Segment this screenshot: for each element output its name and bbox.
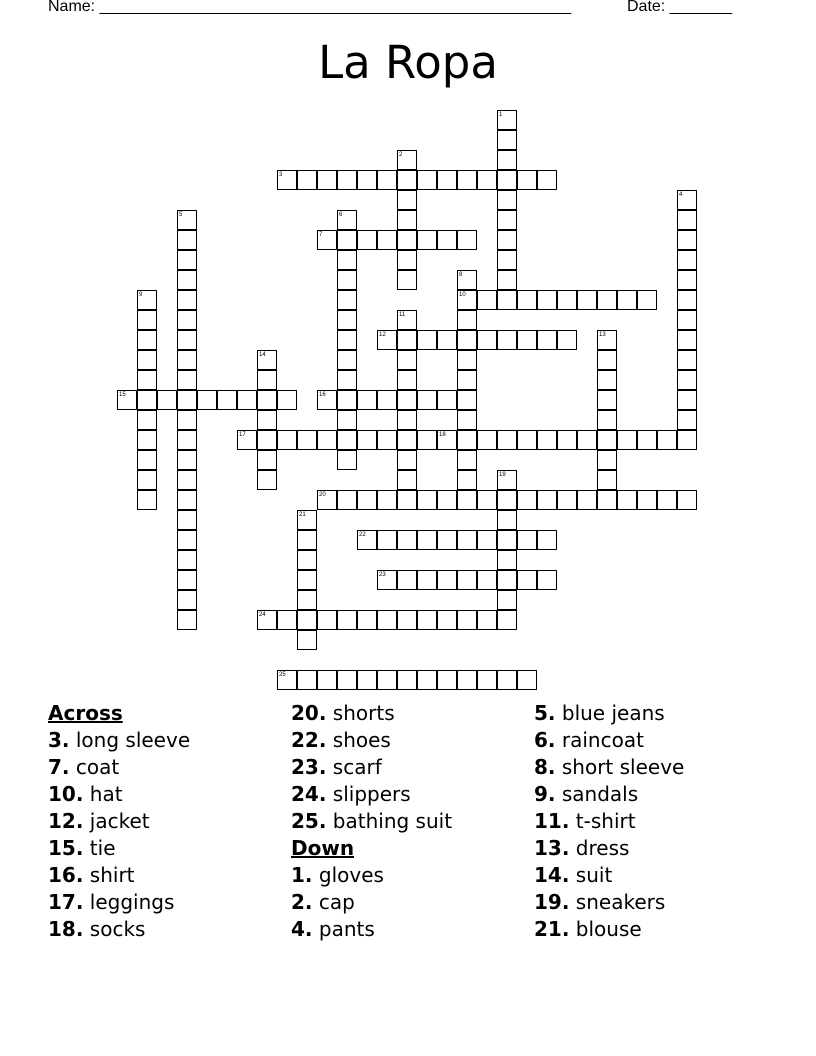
clue-across-22: 22. shoes <box>291 728 391 752</box>
grid-cell[interactable] <box>617 490 637 510</box>
grid-cell[interactable] <box>177 410 197 430</box>
grid-cell[interactable] <box>277 610 297 630</box>
grid-cell[interactable] <box>397 570 417 590</box>
grid-cell[interactable] <box>417 490 437 510</box>
grid-cell[interactable] <box>177 250 197 270</box>
grid-cell[interactable] <box>617 430 637 450</box>
grid-cell[interactable] <box>597 470 617 490</box>
cell-number: 11 <box>399 312 406 318</box>
grid-cell[interactable] <box>137 410 157 430</box>
clue-down-19: 19. sneakers <box>534 890 666 914</box>
grid-cell[interactable] <box>317 610 337 630</box>
grid-cell[interactable] <box>297 550 317 570</box>
cell-number: 14 <box>259 352 266 358</box>
cell-number: 23 <box>379 572 386 578</box>
clue-down-6: 6. raincoat <box>534 728 644 752</box>
cell-number: 13 <box>599 332 606 338</box>
grid-cell[interactable] <box>537 530 557 550</box>
grid-cell[interactable] <box>297 670 317 690</box>
grid-cell[interactable] <box>497 150 517 170</box>
page-header <box>0 0 816 20</box>
grid-cell[interactable] <box>177 530 197 550</box>
grid-cell[interactable] <box>457 310 477 330</box>
grid-cell[interactable] <box>397 530 417 550</box>
grid-cell[interactable] <box>617 290 637 310</box>
grid-cell[interactable] <box>177 330 197 350</box>
clue-across-15: 15. tie <box>48 836 116 860</box>
grid-cell[interactable] <box>297 170 317 190</box>
grid-cell[interactable] <box>297 430 317 450</box>
grid-cell[interactable] <box>677 330 697 350</box>
grid-cell[interactable] <box>177 610 197 630</box>
grid-cell[interactable] <box>337 170 357 190</box>
grid-cell[interactable] <box>277 430 297 450</box>
grid-cell[interactable] <box>177 510 197 530</box>
cell-number: 22 <box>359 532 366 538</box>
grid-cell[interactable] <box>457 390 477 410</box>
grid-cell[interactable] <box>137 370 157 390</box>
grid-cell[interactable] <box>497 190 517 210</box>
grid-cell[interactable] <box>537 290 557 310</box>
grid-cell[interactable] <box>677 430 697 450</box>
grid-cell[interactable] <box>637 290 657 310</box>
grid-cell[interactable] <box>537 490 557 510</box>
grid-cell[interactable] <box>397 270 417 290</box>
grid-cell[interactable] <box>457 170 477 190</box>
grid-cell[interactable] <box>457 350 477 370</box>
grid-cell[interactable] <box>437 170 457 190</box>
clue-across-20: 20. shorts <box>291 701 395 725</box>
grid-cell[interactable] <box>437 530 457 550</box>
grid-cell[interactable] <box>657 490 677 510</box>
grid-cell[interactable] <box>357 610 377 630</box>
cell-number: 7 <box>319 232 323 238</box>
clue-down-4: 4. pants <box>291 917 375 941</box>
grid-cell[interactable] <box>537 330 557 350</box>
grid-cell[interactable] <box>397 470 417 490</box>
grid-cell[interactable] <box>337 670 357 690</box>
clue-across-17: 17. leggings <box>48 890 175 914</box>
clue-column-2 <box>291 700 452 943</box>
grid-cell[interactable] <box>177 450 197 470</box>
cell-number: 16 <box>319 392 326 398</box>
grid-cell[interactable] <box>337 290 357 310</box>
grid-cell[interactable] <box>397 430 417 450</box>
grid-cell[interactable] <box>677 290 697 310</box>
grid-cell[interactable] <box>637 430 657 450</box>
grid-cell[interactable] <box>677 270 697 290</box>
cell-number: 15 <box>119 392 126 398</box>
clue-across-24: 24. slippers <box>291 782 411 806</box>
grid-cell[interactable] <box>677 490 697 510</box>
grid-cell[interactable] <box>177 270 197 290</box>
grid-cell[interactable] <box>557 430 577 450</box>
grid-cell[interactable] <box>337 350 357 370</box>
grid-cell[interactable] <box>417 670 437 690</box>
grid-cell[interactable] <box>457 530 477 550</box>
cell-number: 2 <box>399 152 403 158</box>
grid-cell[interactable] <box>677 370 697 390</box>
name-field[interactable]: Name: _____________________________________________________ <box>48 0 572 15</box>
grid-cell[interactable] <box>337 430 357 450</box>
grid-cell[interactable] <box>597 450 617 470</box>
grid-cell[interactable] <box>437 610 457 630</box>
clue-down-2: 2. cap <box>291 890 355 914</box>
grid-cell[interactable] <box>417 610 437 630</box>
grid-cell[interactable] <box>477 530 497 550</box>
grid-cell[interactable] <box>477 570 497 590</box>
clue-down-13: 13. dress <box>534 836 630 860</box>
cell-number: 12 <box>379 332 386 338</box>
grid-cell[interactable] <box>497 610 517 630</box>
grid-cell[interactable] <box>397 450 417 470</box>
grid-cell[interactable] <box>337 330 357 350</box>
grid-cell[interactable] <box>497 130 517 150</box>
grid-cell[interactable] <box>437 230 457 250</box>
grid-cell[interactable] <box>317 670 337 690</box>
grid-cell[interactable] <box>457 570 477 590</box>
clue-across-16: 16. shirt <box>48 863 135 887</box>
grid-cell[interactable] <box>477 610 497 630</box>
grid-cell[interactable] <box>357 170 377 190</box>
grid-cell[interactable] <box>597 430 617 450</box>
grid-cell[interactable] <box>597 390 617 410</box>
grid-cell[interactable] <box>677 250 697 270</box>
grid-cell[interactable] <box>397 610 417 630</box>
grid-cell[interactable] <box>137 470 157 490</box>
grid-cell[interactable] <box>297 530 317 550</box>
grid-cell[interactable] <box>357 390 377 410</box>
grid-cell[interactable] <box>497 290 517 310</box>
clue-column-3 <box>534 700 684 943</box>
grid-cell[interactable] <box>537 430 557 450</box>
grid-cell[interactable] <box>677 390 697 410</box>
grid-cell[interactable] <box>317 430 337 450</box>
grid-cell[interactable] <box>457 670 477 690</box>
grid-cell[interactable] <box>337 490 357 510</box>
clue-down-8: 8. short sleeve <box>534 755 685 779</box>
grid-cell[interactable] <box>257 470 277 490</box>
cell-number: 4 <box>679 192 683 198</box>
grid-cell[interactable] <box>377 490 397 510</box>
grid-cell[interactable] <box>377 670 397 690</box>
grid-cell[interactable] <box>397 370 417 390</box>
grid-cell[interactable] <box>597 410 617 430</box>
grid-cell[interactable] <box>497 330 517 350</box>
grid-cell[interactable] <box>677 410 697 430</box>
grid-cell[interactable] <box>297 590 317 610</box>
grid-cell[interactable] <box>497 270 517 290</box>
grid-cell[interactable] <box>457 430 477 450</box>
grid-cell[interactable] <box>357 490 377 510</box>
grid-cell[interactable] <box>577 430 597 450</box>
cell-number: 18 <box>439 432 446 438</box>
clue-across-25: 25. bathing suit <box>291 809 453 833</box>
grid-cell[interactable] <box>677 310 697 330</box>
grid-cell[interactable] <box>417 170 437 190</box>
grid-cell[interactable] <box>477 290 497 310</box>
clue-across-10: 10. hat <box>48 782 123 806</box>
grid-cell[interactable] <box>177 370 197 390</box>
grid-cell[interactable] <box>557 330 577 350</box>
grid-cell[interactable] <box>397 390 417 410</box>
clue-down-21: 21. blouse <box>534 917 642 941</box>
grid-cell[interactable] <box>317 170 337 190</box>
grid-cell[interactable] <box>337 390 357 410</box>
grid-cell[interactable] <box>397 670 417 690</box>
grid-cell[interactable] <box>497 490 517 510</box>
grid-cell[interactable] <box>237 390 257 410</box>
grid-cell[interactable] <box>397 330 417 350</box>
grid-cell[interactable] <box>417 330 437 350</box>
grid-cell[interactable] <box>257 430 277 450</box>
grid-cell[interactable] <box>437 670 457 690</box>
grid-cell[interactable] <box>137 430 157 450</box>
grid-cell[interactable] <box>377 610 397 630</box>
grid-cell[interactable] <box>517 570 537 590</box>
grid-cell[interactable] <box>177 470 197 490</box>
grid-cell[interactable] <box>497 430 517 450</box>
grid-cell[interactable] <box>517 670 537 690</box>
cell-number: 25 <box>279 672 286 678</box>
grid-cell[interactable] <box>497 670 517 690</box>
grid-cell[interactable] <box>517 430 537 450</box>
cell-number: 10 <box>459 292 466 298</box>
grid-cell[interactable] <box>497 250 517 270</box>
grid-cell[interactable] <box>257 370 277 390</box>
grid-cell[interactable] <box>337 270 357 290</box>
grid-cell[interactable] <box>177 570 197 590</box>
grid-cell[interactable] <box>357 230 377 250</box>
grid-cell[interactable] <box>497 210 517 230</box>
grid-cell[interactable] <box>297 610 317 630</box>
grid-cell[interactable] <box>657 430 677 450</box>
grid-cell[interactable] <box>337 610 357 630</box>
grid-cell[interactable] <box>137 310 157 330</box>
grid-cell[interactable] <box>457 470 477 490</box>
clue-down-11: 11. t-shirt <box>534 809 636 833</box>
grid-cell[interactable] <box>517 330 537 350</box>
grid-cell[interactable] <box>337 230 357 250</box>
grid-cell[interactable] <box>217 390 237 410</box>
grid-cell[interactable] <box>177 490 197 510</box>
grid-cell[interactable] <box>457 230 477 250</box>
grid-cell[interactable] <box>457 330 477 350</box>
clue-across-18: 18. socks <box>48 917 146 941</box>
page-title: La Ropa <box>318 36 498 89</box>
grid-cell[interactable] <box>417 530 437 550</box>
grid-cell[interactable] <box>457 490 477 510</box>
grid-cell[interactable] <box>537 170 557 190</box>
grid-cell[interactable] <box>257 410 277 430</box>
grid-cell[interactable] <box>197 390 217 410</box>
grid-cell[interactable] <box>257 450 277 470</box>
grid-cell[interactable] <box>337 310 357 330</box>
grid-cell[interactable] <box>437 330 457 350</box>
grid-cell[interactable] <box>377 390 397 410</box>
grid-cell[interactable] <box>577 290 597 310</box>
grid-cell[interactable] <box>137 330 157 350</box>
grid-cell[interactable] <box>557 290 577 310</box>
across-heading: Across <box>48 701 123 725</box>
grid-cell[interactable] <box>417 430 437 450</box>
grid-cell[interactable] <box>597 290 617 310</box>
grid-cell[interactable] <box>497 230 517 250</box>
grid-cell[interactable] <box>677 230 697 250</box>
grid-cell[interactable] <box>557 490 577 510</box>
grid-cell[interactable] <box>177 390 197 410</box>
grid-cell[interactable] <box>377 530 397 550</box>
grid-cell[interactable] <box>517 490 537 510</box>
grid-cell[interactable] <box>137 350 157 370</box>
grid-cell[interactable] <box>397 410 417 430</box>
grid-cell[interactable] <box>597 350 617 370</box>
down-heading: Down <box>291 836 355 860</box>
grid-cell[interactable] <box>177 350 197 370</box>
grid-cell[interactable] <box>477 490 497 510</box>
clue-across-7: 7. coat <box>48 755 120 779</box>
grid-cell[interactable] <box>497 510 517 530</box>
grid-cell[interactable] <box>337 450 357 470</box>
grid-cell[interactable] <box>437 490 457 510</box>
grid-cell[interactable] <box>437 390 457 410</box>
clue-column-1 <box>48 700 190 943</box>
grid-cell[interactable] <box>477 670 497 690</box>
clue-across-23: 23. scarf <box>291 755 382 779</box>
cell-number: 3 <box>279 172 283 178</box>
grid-cell[interactable] <box>337 410 357 430</box>
grid-cell[interactable] <box>497 570 517 590</box>
grid-cell[interactable] <box>137 390 157 410</box>
grid-cell[interactable] <box>417 230 437 250</box>
grid-cell[interactable] <box>357 430 377 450</box>
clue-down-5: 5. blue jeans <box>534 701 665 725</box>
grid-cell[interactable] <box>597 490 617 510</box>
cell-number: 8 <box>459 272 463 278</box>
grid-cell[interactable] <box>177 310 197 330</box>
grid-cell[interactable] <box>397 250 417 270</box>
grid-cell[interactable] <box>377 430 397 450</box>
clue-down-1: 1. gloves <box>291 863 384 887</box>
grid-cell[interactable] <box>457 410 477 430</box>
grid-cell[interactable] <box>517 530 537 550</box>
grid-cell[interactable] <box>517 290 537 310</box>
grid-cell[interactable] <box>457 610 477 630</box>
grid-cell[interactable] <box>377 170 397 190</box>
cell-number: 17 <box>239 432 246 438</box>
grid-cell[interactable] <box>177 230 197 250</box>
grid-cell[interactable] <box>397 490 417 510</box>
grid-cell[interactable] <box>477 170 497 190</box>
grid-cell[interactable] <box>497 550 517 570</box>
grid-cell[interactable] <box>497 530 517 550</box>
cell-number: 5 <box>179 212 183 218</box>
cell-number: 24 <box>259 612 266 618</box>
grid-cell[interactable] <box>497 170 517 190</box>
grid-cell[interactable] <box>677 350 697 370</box>
grid-cell[interactable] <box>337 370 357 390</box>
grid-cell[interactable] <box>297 630 317 650</box>
grid-cell[interactable] <box>397 170 417 190</box>
grid-cell[interactable] <box>357 670 377 690</box>
date-field[interactable]: Date: _______ <box>627 0 732 15</box>
grid-cell[interactable] <box>137 450 157 470</box>
grid-cell[interactable] <box>177 550 197 570</box>
clue-across-12: 12. jacket <box>48 809 150 833</box>
cell-number: 9 <box>139 292 143 298</box>
grid-cell[interactable] <box>437 570 457 590</box>
grid-cell[interactable] <box>537 570 557 590</box>
grid-cell[interactable] <box>497 590 517 610</box>
cell-number: 6 <box>339 212 343 218</box>
grid-cell[interactable] <box>677 210 697 230</box>
grid-cell[interactable] <box>397 210 417 230</box>
clue-down-14: 14. suit <box>534 863 613 887</box>
grid-cell[interactable] <box>397 190 417 210</box>
clue-down-9: 9. sandals <box>534 782 639 806</box>
grid-cell[interactable] <box>397 350 417 370</box>
grid-cell[interactable] <box>137 490 157 510</box>
grid-cell[interactable] <box>377 230 397 250</box>
clue-across-3: 3. long sleeve <box>48 728 191 752</box>
grid-cell[interactable] <box>157 390 177 410</box>
grid-cell[interactable] <box>477 330 497 350</box>
grid-cell[interactable] <box>337 250 357 270</box>
grid-cell[interactable] <box>477 430 497 450</box>
cell-number: 19 <box>499 472 506 478</box>
grid-cell[interactable] <box>297 570 317 590</box>
grid-cell[interactable] <box>597 370 617 390</box>
grid-cell[interactable] <box>417 390 437 410</box>
grid-cell[interactable] <box>577 490 597 510</box>
grid-cell[interactable] <box>457 370 477 390</box>
grid-cell[interactable] <box>417 570 437 590</box>
grid-cell[interactable] <box>517 170 537 190</box>
grid-cell[interactable] <box>177 590 197 610</box>
grid-cell[interactable] <box>637 490 657 510</box>
grid-cell[interactable] <box>177 290 197 310</box>
grid-cell[interactable] <box>397 230 417 250</box>
cell-number: 1 <box>499 112 503 118</box>
grid-cell[interactable] <box>177 430 197 450</box>
grid-cell[interactable] <box>277 390 297 410</box>
cell-number: 21 <box>299 512 306 518</box>
grid-cell[interactable] <box>457 450 477 470</box>
cell-number: 20 <box>319 492 326 498</box>
grid-cell[interactable] <box>257 390 277 410</box>
